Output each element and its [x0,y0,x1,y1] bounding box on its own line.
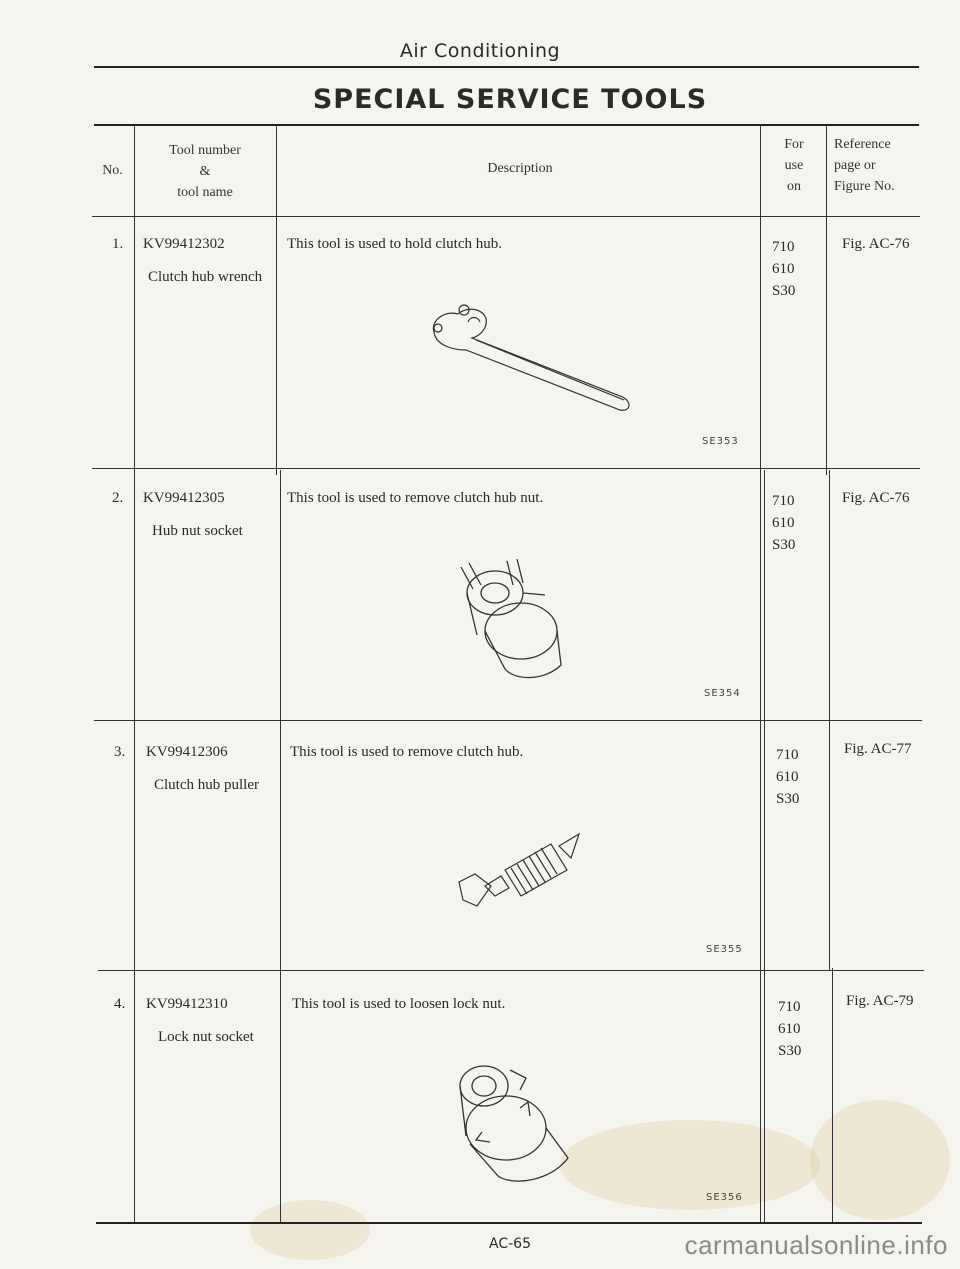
reference: Fig. AC-79 [846,993,914,1009]
description: This tool is used to loosen lock nut. [292,996,506,1012]
col-no: No. [102,163,123,178]
description: This tool is used to remove clutch hub nut. [287,490,544,506]
page-title: SPECIAL SERVICE TOOLS [312,84,708,115]
socket-icon [455,555,585,685]
tool-name: Clutch hub puller [154,777,259,793]
figure-code: SE356 [706,1192,743,1203]
tool-number: KV99412306 [146,744,228,760]
stain [560,1120,820,1210]
lock-nut-socket-icon [450,1058,580,1188]
col-reference: Reference page or Figure No. [834,137,895,194]
description: This tool is used to hold clutch hub. [287,236,502,252]
grid-line [760,125,761,1223]
row-number: 1. [112,236,124,252]
tool-name: Clutch hub wrench [148,269,263,285]
tool-number: KV99412302 [143,236,225,252]
figure-code: SE355 [706,944,743,955]
grid-line [764,470,765,1223]
row-divider [94,720,922,721]
reference: Fig. AC-76 [842,236,910,252]
grid-line [832,968,833,1223]
wrench-icon [420,300,650,420]
section-header: Air Conditioning [399,40,561,62]
figure-code: SE353 [702,436,739,447]
grid-line [134,125,135,1223]
use-models: 710 610 S30 [772,493,796,553]
grid-line [276,125,277,475]
header-rule [94,66,919,68]
page-number: AC-65 [489,1236,531,1252]
tool-name: Hub nut socket [152,523,243,539]
row-divider [92,216,920,217]
tool-number: KV99412310 [146,996,228,1012]
row-number: 2. [112,490,124,506]
tool-name: Lock nut socket [158,1029,254,1045]
title-rule [94,124,919,126]
figure-code: SE354 [704,688,741,699]
tool-number: KV99412305 [143,490,225,506]
row-divider [92,468,920,469]
row-number: 3. [114,744,126,760]
puller-icon [455,830,590,920]
row-divider [98,970,924,971]
reference: Fig. AC-76 [842,490,910,506]
reference: Fig. AC-77 [844,741,912,757]
use-models: 710 610 S30 [778,999,802,1059]
use-models: 710 610 S30 [772,239,796,299]
col-tool: Tool number & tool name [169,143,241,200]
grid-line [280,470,281,1223]
col-use: For use on [784,137,804,194]
description: This tool is used to remove clutch hub. [290,744,524,760]
row-number: 4. [114,996,126,1012]
use-models: 710 610 S30 [776,747,800,807]
table-bottom-rule [96,1222,922,1224]
col-description: Description [487,161,553,176]
stain [810,1100,950,1220]
grid-line [826,125,827,475]
watermark: carmanualsonline.info [684,1230,948,1260]
